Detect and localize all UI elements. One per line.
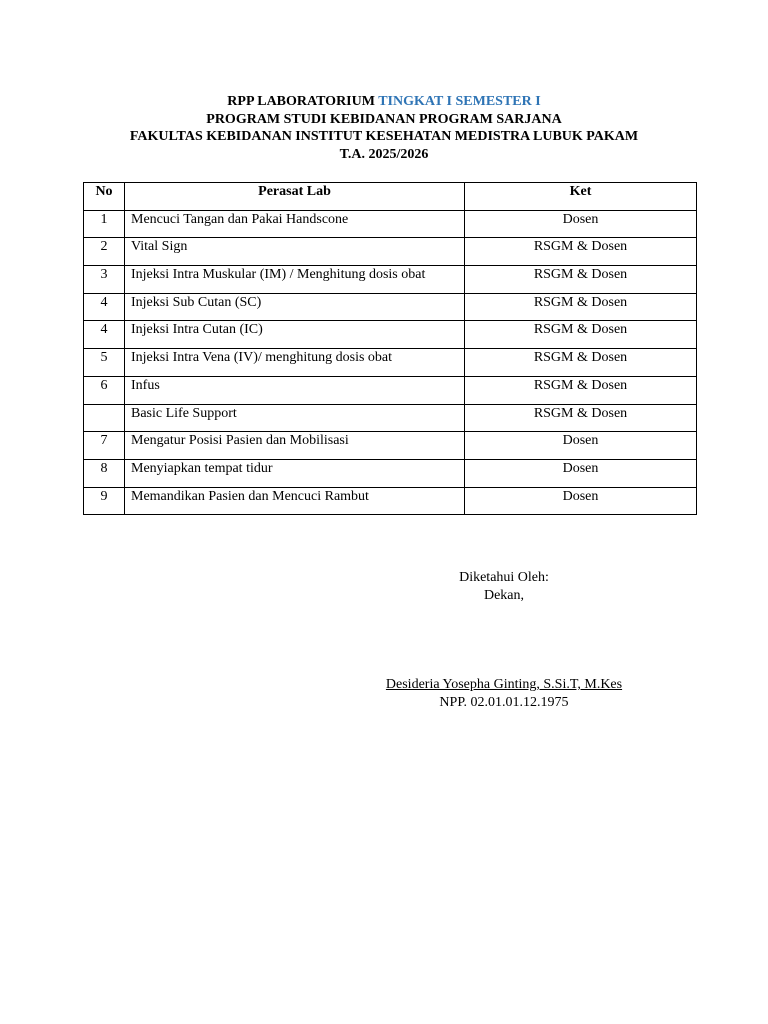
- table-row: [84, 210, 697, 238]
- procedure-name: Basic Life Support: [125, 404, 465, 432]
- procedure-note: RSGM & Dosen: [465, 238, 697, 266]
- heading-level-semester: TINGKAT I SEMESTER I: [378, 94, 541, 109]
- column-header-ket: Ket: [465, 183, 697, 211]
- procedure-note: RSGM & Dosen: [465, 266, 697, 294]
- procedure-name: Injeksi Intra Vena (IV)/ menghitung dosis obat: [125, 349, 465, 377]
- signature-block-bottom: [0, 676, 768, 711]
- row-number: 8: [84, 459, 125, 487]
- document-heading: [0, 93, 768, 163]
- table-body: [84, 210, 697, 515]
- dean-position: Dekan,: [483, 587, 525, 603]
- table-header-row: [84, 183, 697, 211]
- procedure-name: Injeksi Intra Muskular (IM) / Menghitung dosis obat: [125, 266, 465, 294]
- procedure-name: Infus: [125, 376, 465, 404]
- procedure-name: Mengatur Posisi Pasien dan Mobilisasi: [125, 432, 465, 460]
- row-number: 2: [84, 238, 125, 266]
- row-number: 6: [84, 376, 125, 404]
- table-row: [84, 404, 697, 432]
- table-row: [84, 487, 697, 515]
- procedure-name: Mencuci Tangan dan Pakai Handscone: [125, 210, 465, 238]
- table-row: [84, 266, 697, 294]
- row-number: 1: [84, 210, 125, 238]
- table-row: [84, 376, 697, 404]
- procedure-note: Dosen: [465, 487, 697, 515]
- lab-procedures-table: [83, 182, 697, 515]
- procedure-note: Dosen: [465, 432, 697, 460]
- table-row: [84, 238, 697, 266]
- procedure-note: RSGM & Dosen: [465, 293, 697, 321]
- heading-title: RPP LABORATORIUM: [227, 94, 379, 109]
- procedure-note: Dosen: [465, 210, 697, 238]
- column-header-perasat-lab: Perasat Lab: [125, 183, 465, 211]
- known-by-label: Diketahui Oleh:: [459, 570, 549, 585]
- row-number: 4: [84, 321, 125, 349]
- procedure-note: RSGM & Dosen: [465, 404, 697, 432]
- procedure-name: Memandikan Pasien dan Mencuci Rambut: [125, 487, 465, 515]
- table-row: [84, 293, 697, 321]
- row-number: 3: [84, 266, 125, 294]
- column-header-no: No: [84, 183, 125, 211]
- procedure-name: Menyiapkan tempat tidur: [125, 459, 465, 487]
- row-number: 9: [84, 487, 125, 515]
- table-row: [84, 432, 697, 460]
- row-number: [84, 404, 125, 432]
- row-number: 4: [84, 293, 125, 321]
- row-number: 7: [84, 432, 125, 460]
- signature-block-top: [0, 569, 768, 604]
- procedure-note: RSGM & Dosen: [465, 349, 697, 377]
- table-row: [84, 459, 697, 487]
- row-number: 5: [84, 349, 125, 377]
- signatory-name: Desideria Yosepha Ginting, S.Si.T, M.Kes: [385, 677, 623, 692]
- heading-faculty: FAKULTAS KEBIDANAN INSTITUT KESEHATAN MEDISTRA LUBUK PAKAM: [129, 129, 639, 144]
- procedure-name: Injeksi Sub Cutan (SC): [125, 293, 465, 321]
- procedure-note: Dosen: [465, 459, 697, 487]
- procedure-name: Injeksi Intra Cutan (IC): [125, 321, 465, 349]
- procedure-name: Vital Sign: [125, 238, 465, 266]
- procedure-note: RSGM & Dosen: [465, 376, 697, 404]
- heading-line-1: [0, 93, 768, 111]
- signatory-npp: NPP. 02.01.01.12.1975: [439, 694, 569, 710]
- table-row: [84, 321, 697, 349]
- procedure-note: RSGM & Dosen: [465, 321, 697, 349]
- heading-academic-year: T.A. 2025/2026: [339, 146, 429, 162]
- table-row: [84, 349, 697, 377]
- heading-study-program: PROGRAM STUDI KEBIDANAN PROGRAM SARJANA: [206, 111, 562, 127]
